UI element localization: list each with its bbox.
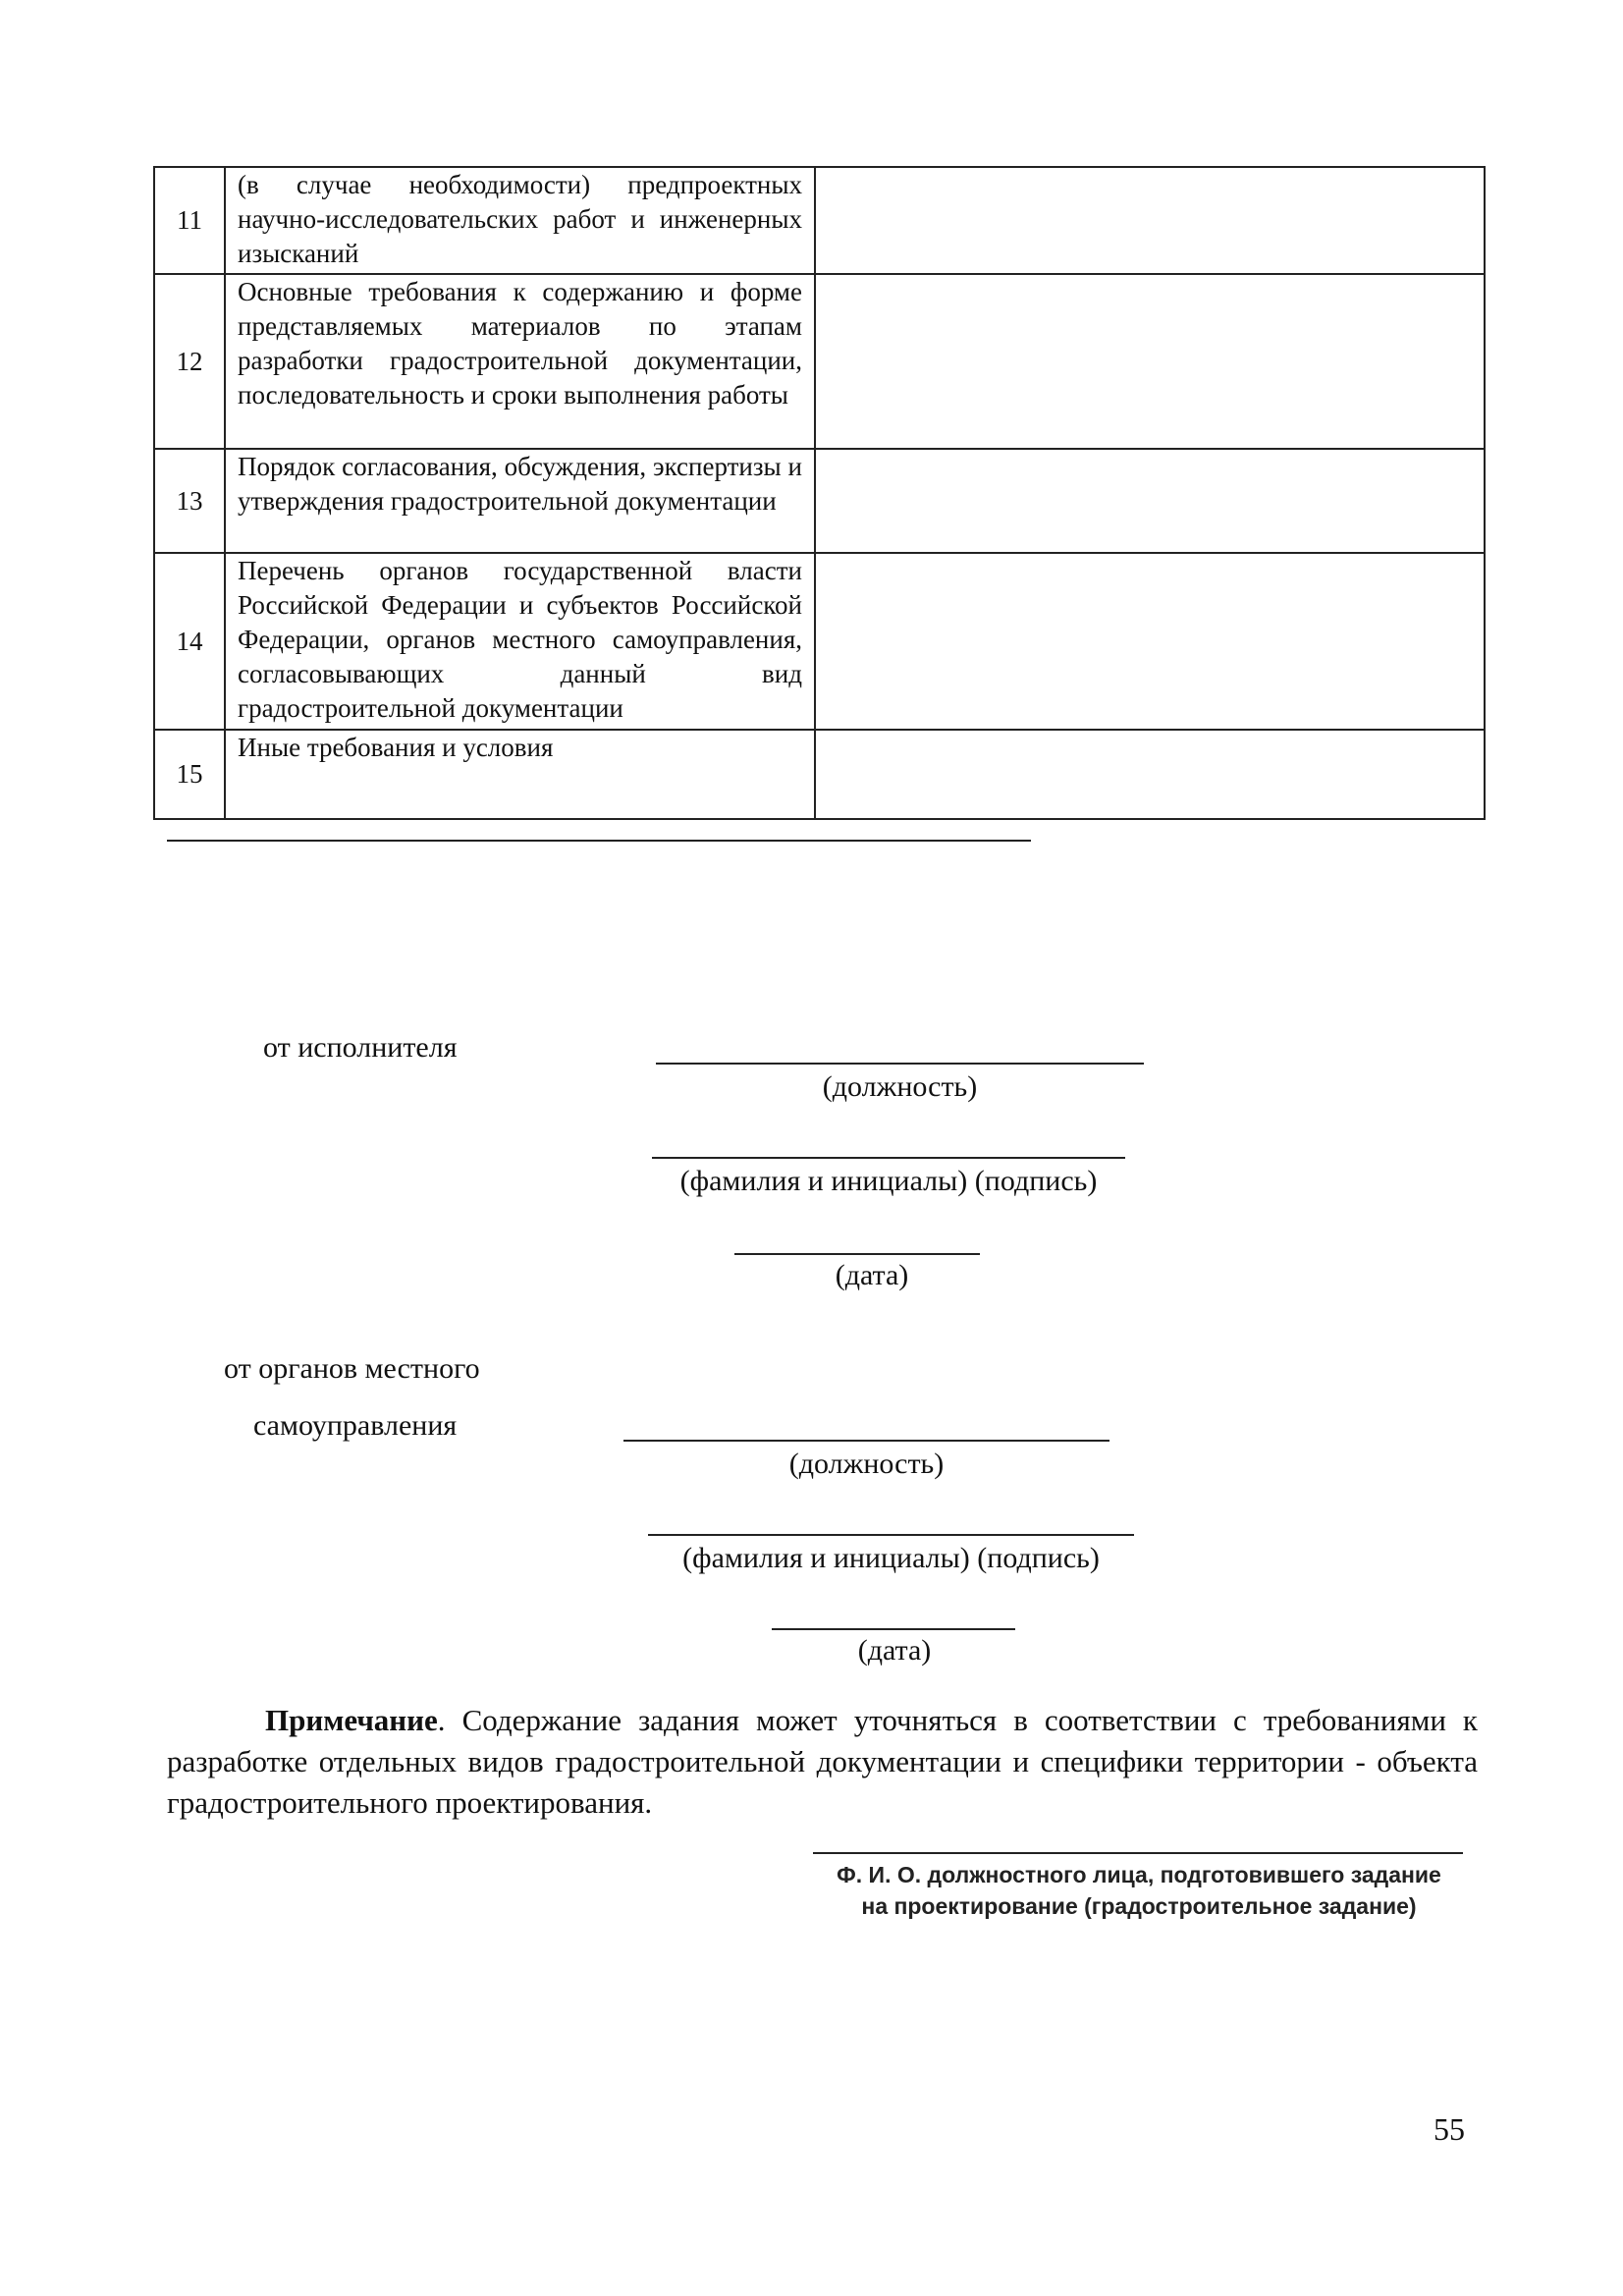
row-value-cell [815, 730, 1485, 819]
prepared-by-line1: Ф. И. О. должностного лица, подготовившего задание [837, 1862, 1441, 1887]
requirements-table [153, 166, 1486, 820]
executor-position-caption: (должность) [822, 1070, 978, 1103]
table-row [154, 274, 1485, 449]
page-number: 55 [1434, 2111, 1465, 2147]
executor-date-caption: (дата) [835, 1259, 909, 1291]
row-number: 15 [154, 730, 225, 819]
local-gov-position-line [623, 1440, 1109, 1442]
prepared-by-caption [805, 1859, 1473, 1922]
row-number: 12 [154, 274, 225, 449]
table-row [154, 449, 1485, 553]
note-title: Примечание [265, 1703, 438, 1737]
row-value-cell [815, 274, 1485, 449]
row-description: Основные требования к содержанию и форме представляемых материалов по этапам разработки градостроительной документации, последовательность и сроки выполнения работы [225, 274, 815, 449]
note-paragraph [167, 1700, 1478, 1824]
executor-name-caption: (фамилия и инициалы) (подпись) [679, 1165, 1098, 1197]
row-description: (в случае необходимости) предпроектных научно-исследовательских работ и инженерных изысканий [225, 167, 815, 274]
local-gov-position-caption: (должность) [788, 1448, 945, 1480]
local-gov-date-caption: (дата) [857, 1634, 932, 1667]
row-description: Порядок согласования, обсуждения, экспертизы и утверждения градостроительной документации [225, 449, 815, 553]
table-row [154, 730, 1485, 819]
local-gov-date-line [772, 1628, 1015, 1630]
local-gov-name-line [648, 1534, 1134, 1536]
row-value-cell [815, 449, 1485, 553]
prepared-by-line2: на проектирование (градостроительное задание) [861, 1893, 1417, 1919]
row-number: 14 [154, 553, 225, 730]
section-divider [167, 840, 1031, 842]
row-number: 11 [154, 167, 225, 274]
prepared-by-line [813, 1852, 1463, 1854]
executor-label: от исполнителя [263, 1031, 458, 1064]
row-value-cell [815, 553, 1485, 730]
executor-name-line [652, 1157, 1125, 1159]
row-value-cell [815, 167, 1485, 274]
local-gov-name-caption: (фамилия и инициалы) (подпись) [682, 1542, 1100, 1574]
table-row [154, 167, 1485, 274]
executor-date-line [734, 1253, 980, 1255]
table-row [154, 553, 1485, 730]
row-description: Иные требования и условия [225, 730, 815, 819]
local-gov-label-line2: самоуправления [253, 1409, 458, 1442]
local-gov-label-line1: от органов местного [224, 1352, 480, 1385]
row-number: 13 [154, 449, 225, 553]
note-text: . Содержание задания может уточняться в соответствии с требованиями к разработке отдельных видов градостроительной документации и специфики территории - объекта градостроительного проектирования. [167, 1703, 1478, 1820]
row-description: Перечень органов государственной власти Российской Федерации и субъектов Российской Федерации, органов местного самоуправления, согласовывающих данный вид градостроительной документации [225, 553, 815, 730]
executor-position-line [656, 1063, 1144, 1065]
